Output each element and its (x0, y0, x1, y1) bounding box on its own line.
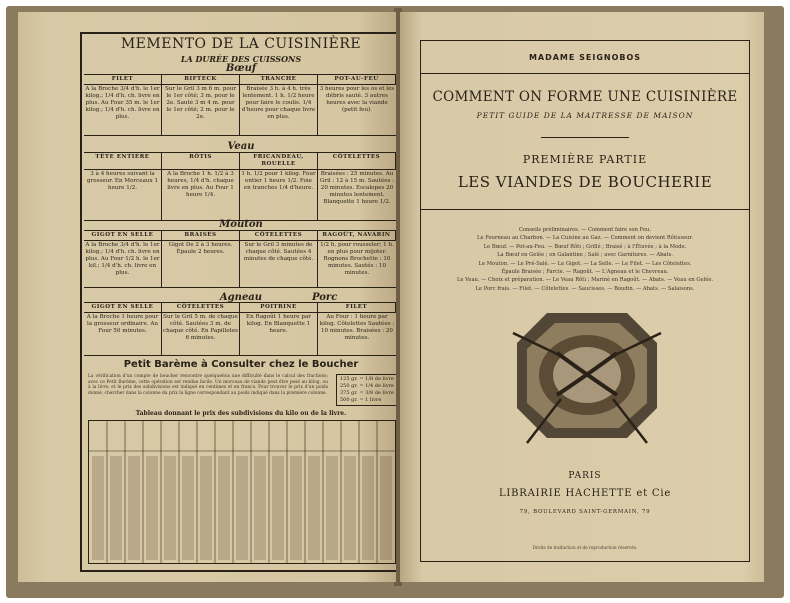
publication-city: PARIS (568, 471, 602, 481)
left-page (18, 12, 396, 582)
table-cell: 3 heures pour les os et les débris sauté. 3 autres heures avec la viande (petit feu). (318, 85, 396, 136)
table-agneau (84, 302, 396, 356)
title-page-frame (420, 40, 750, 562)
header-cell: CÔTELETTES (162, 303, 240, 313)
table-cell: A la Broche 3/4 d'h. le 1er kilog.; 1/4 d'h. ch. livre en plus. Au Four 35 m. le 1er kilog.; 1/4 d'h. ch. livre en plus. (84, 85, 162, 136)
author-name: MADAME SEIGNOBOS (528, 53, 642, 62)
part-heading: PREMIÈRE PARTIE (522, 153, 648, 166)
weight-line: 250 gr. = 1/4 de livre (340, 383, 394, 389)
price-subdivision-table (88, 420, 396, 564)
header-cell: GIGOT EN SELLE (84, 303, 162, 313)
contents-line: Le Veau. — Choix et préparation. — Le Veau Rôti ; Mariné en Ragoût. — Abats. — Veau en Gelée. (456, 277, 714, 284)
header-cell: POITRINE (240, 303, 318, 313)
weight-line: 500 gr. = 1 livre (340, 397, 382, 403)
contents-line: Le Bœuf. — Pot-au-Feu. — Bœuf Rôti ; Grillé ; Braisé ; à l'Étuvée ; à la Mode. (483, 243, 687, 250)
memento-frame (80, 32, 396, 572)
header-cell: CÔTELETTES (240, 231, 318, 241)
section-heading: LES VIANDES DE BOUCHERIE (457, 173, 713, 191)
header-cell: GIGOT EN SELLE (84, 231, 162, 241)
platter-illustration (507, 303, 667, 448)
table-cell: Braisée 3 h. à 4 h. très lentement. 1 h. 1/2 heure pour faire le coulis. 1/4 d'heure pour chaque livre en plus. (240, 85, 318, 136)
header-cell: FILET (84, 75, 162, 85)
header-cell: BRAISÉS (162, 231, 240, 241)
book-subtitle: PETIT GUIDE DE LA MAITRESSE DE MAISON (476, 111, 694, 120)
price-table-grid (89, 421, 395, 563)
weight-conversion-box (336, 374, 396, 406)
table-of-contents (431, 226, 739, 293)
header-cell: TRANCHE (240, 75, 318, 85)
header-cell: TÊTE ENTIÈRE (84, 153, 162, 170)
section-title-mouton: Mouton (219, 219, 263, 230)
table-cell: Sur le Gril 3 m 6 m. pour le 1er côté; 3 m. pour le 2e. Sauté 3 m 4 m. pour le 1er côté; 2 m. pour le 2e. (162, 85, 240, 136)
contents-line: Le Mouton. — Le Pré-Salé. — Le Gigot. — La Selle. — Le Filet. — Les Côtelettes. (478, 260, 692, 267)
header-cell: POT-AU-FEU (318, 75, 396, 85)
table-cell: Sur le Gril 5 m. de chaque côté. Sautées 3 m. de chaque côté. En Papillotes 6 minutes. (162, 313, 240, 356)
bareme-paragraph: La vérification d'un compte de boucher rencontre quelquefois une difficulté dans le calcul des fractions; avec ce Petit Barème, cette opération est rendue facile. Un morceau de viande peut être pesé au kilog. ou à la livre, et le prix des subdivisions est indiqué en centimes et en francs. Pour trouver le prix d'un poids donné, chercher dans la colonne du prix la ligne correspondant au poids indiqué dans la première colonne. (88, 374, 328, 396)
header-cell: RAGOÛT, NAVARIN (318, 231, 396, 241)
header-cell: CÔTELETTES (318, 153, 396, 170)
weight-line: 125 gr. = 1/8 de livre (340, 376, 394, 382)
bareme-title: Petit Barème à Consulter chez le Boucher (123, 359, 359, 370)
table-cell: 3 à 4 heures suivant la grosseur. En Morceaux 1 heure 1/2. (84, 170, 162, 221)
header-cell: BIFTECK (162, 75, 240, 85)
table-cell: Sur le Gril 3 minutes de chaque côté. Sautées 4 minutes de chaque côté. (240, 241, 318, 288)
section-title-porc: Porc (312, 292, 338, 303)
section-title-agneau: Agneau (219, 292, 263, 303)
right-page (400, 12, 764, 582)
table-boeuf (84, 74, 396, 136)
weight-line: 375 gr. = 3/8 de livre (340, 390, 394, 396)
table-cell: Braisées : 25 minutes. Au Gril : 12 à 15 m. Sautées : 20 minutes. Escalopes 20 minutes lentement. Blanquette 1 heure 1/2. (318, 170, 396, 221)
rule (421, 73, 749, 74)
table-cell: 1/2 h. pour rousseler; 1 h. en plus pour mijoter. Rognons Brochette : 10 minutes. Sautés : 10 minutes. (318, 241, 396, 288)
memento-title: MEMENTO DE LA CUISINIÈRE (120, 36, 362, 52)
rule (421, 209, 749, 210)
memento-subtitle: LA DURÉE DES CUISSONS (180, 54, 302, 64)
contents-line: La Bœuf en Gelée ; en Galantine ; Salé ; avec Garnitures. — Abats. (497, 252, 673, 259)
section-title-veau: Veau (227, 141, 255, 152)
table-cell: A la Broche 1 h. 1/2 à 3 heures, 1/4 d'h. chaque livre en plus. Au Four 1 heure 1/4. (162, 170, 240, 221)
publisher-address: 79, BOULEVARD SAINT-GERMAIN, 79 (519, 509, 651, 515)
contents-line: Le Fourneau au Charbon. — La Cuisine au Gaz. — Comment on devient Rôtisseur. (477, 235, 693, 242)
price-table-caption: Tableau donnant le prix des subdivisions du kilo ou de la livre. (135, 410, 347, 417)
table-cell: Au Four : 1 heure par kilog. Côtelettes Sautées : 10 minutes. Braisées : 20 minutes. (318, 313, 396, 356)
contents-line: Le Porc frais. — Filet. — Côtelettes. — Saucisses. — Boudin. — Abats. — Salaisons. (475, 285, 695, 292)
contents-line: Épaule Braisée ; Farcie. — Ragoût. — L'Agneau et le Chevreau. (501, 269, 669, 276)
table-veau (84, 152, 396, 221)
table-cell: Gigot De 2 à 3 heures. Épaule 2 heures. (162, 241, 240, 288)
rights-notice: Droits de traduction et de reproduction réservés. (532, 545, 638, 550)
table-mouton (84, 230, 396, 288)
table-cell: A la Broche 1 heure pour la grosseur ordinaire. Au Four 50 minutes. (84, 313, 162, 356)
book-title: COMMENT ON FORME UNE CUISINIÈRE (432, 89, 738, 105)
table-cell: A la Broche 3/4 d'h. le 1er kilog.; 1/4 d'h. ch. livre en plus. Au Four 1/2 h. le 1er kil.; 1/4 d'h. ch. livre en plus. (84, 241, 162, 288)
short-rule (541, 137, 629, 138)
section-title-boeuf: Bœuf (225, 63, 257, 74)
publisher: LIBRAIRIE HACHETTE et Cie (498, 488, 672, 499)
header-cell: FILET (318, 303, 396, 313)
header-cell: RÔTIS (162, 153, 240, 170)
table-cell: 1 h. 1/2 pour 1 kilog. Four entier 1 heure 1/2. Foie en tranches 1/4 d'heure. (240, 170, 318, 221)
contents-line: Conseils préliminaires. — Comment faire son Feu. (518, 227, 652, 233)
header-cell: FRICANDEAU, ROUELLE (240, 153, 318, 170)
table-cell: En Ragoût 1 heure par kilog. En Blanquette 1 heure. (240, 313, 318, 356)
